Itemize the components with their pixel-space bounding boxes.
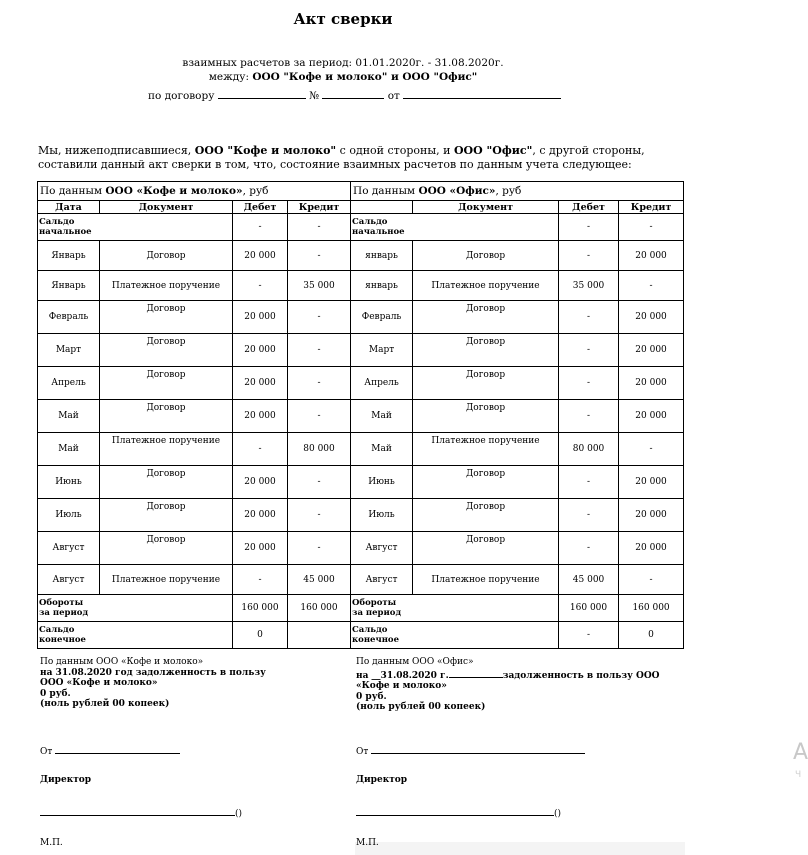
closing-label-left-text: Сальдо конечное: [39, 625, 86, 645]
row-date-left: Апрель: [38, 367, 100, 400]
row-document-right: Договор: [413, 367, 559, 400]
row-credit-left: -: [288, 400, 351, 433]
intro-party-1: ООО "Кофе и молоко": [194, 144, 337, 157]
row-debit-right: -: [559, 241, 619, 271]
row-date-right: январь: [351, 271, 413, 301]
signature-right-paren: (): [554, 809, 562, 819]
opening-label-right: [351, 214, 559, 241]
row-debit-right: -: [559, 400, 619, 433]
row-document-left: Договор: [100, 532, 233, 565]
from-left-line: [55, 744, 180, 754]
row-debit-left: -: [233, 271, 288, 301]
intro-text-3: , с другой стороны, составили данный акт сверки в том, что, состояние взаимных расчетов по данным учета следующее:: [38, 144, 645, 171]
row-date-left: Февраль: [38, 301, 100, 334]
col-credit-left: Кредит: [288, 201, 351, 214]
number-blank: [322, 88, 384, 99]
row-date-right: Апрель: [351, 367, 413, 400]
signature-left: [40, 806, 242, 819]
row-credit-left: -: [288, 466, 351, 499]
stamp-right: М.П.: [356, 838, 379, 848]
row-document-right: Договор: [413, 532, 559, 565]
turnover-credit-right: 160 000: [619, 595, 684, 622]
row-credit-left: -: [288, 499, 351, 532]
row-debit-left: 20 000: [233, 466, 288, 499]
from-left-label: От: [40, 747, 53, 757]
table-row: [38, 301, 684, 334]
right-head-prefix: По данным: [353, 185, 419, 197]
row-debit-right: -: [559, 466, 619, 499]
row-document-left: Платежное поручение: [100, 433, 233, 466]
row-date-right: январь: [351, 241, 413, 271]
row-credit-left: -: [288, 532, 351, 565]
watermark-small: Ч: [795, 770, 802, 780]
row-debit-right: -: [559, 499, 619, 532]
row-date-left: Май: [38, 433, 100, 466]
row-debit-right: -: [559, 301, 619, 334]
row-date-right: Август: [351, 532, 413, 565]
row-credit-left: -: [288, 367, 351, 400]
row-date-right: Май: [351, 433, 413, 466]
row-debit-left: 20 000: [233, 532, 288, 565]
row-document-right: Договор: [413, 400, 559, 433]
row-date-left: Январь: [38, 241, 100, 271]
from-left: [40, 744, 180, 757]
table-row: [38, 400, 684, 433]
from-right-label: От: [356, 747, 369, 757]
summary-left-line1: По данным ООО «Кофе и молоко»: [40, 657, 204, 667]
row-document-left: Договор: [100, 367, 233, 400]
row-credit-right: -: [619, 433, 684, 466]
summary-right: [356, 657, 660, 713]
row-debit-right: -: [559, 532, 619, 565]
col-date-right: [351, 201, 413, 214]
row-document-left: Платежное поручение: [100, 565, 233, 595]
left-head-party: ООО «Кофе и молоко»: [105, 185, 243, 197]
row-credit-right: 20 000: [619, 334, 684, 367]
table-row: [38, 334, 684, 367]
summary-right-line3: «Кофе и молоко»: [356, 681, 447, 691]
closing-label-right: [351, 622, 559, 649]
summary-left: [40, 657, 266, 710]
row-credit-right: 20 000: [619, 400, 684, 433]
summary-right-line2b: задолженность в пользу ООО: [502, 670, 660, 681]
row-date-right: Март: [351, 334, 413, 367]
turnover-label-left-text: Обороты за период: [39, 598, 89, 618]
row-document-right: Договор: [413, 334, 559, 367]
signature-left-paren: (): [235, 809, 243, 819]
period-line: взаимных расчетов за период: 01.01.2020г. - 31.08.2020г.: [182, 57, 504, 69]
col-debit-left: Дебет: [233, 201, 288, 214]
row-credit-right: 20 000: [619, 241, 684, 271]
row-debit-left: -: [233, 433, 288, 466]
row-date-left: Июнь: [38, 466, 100, 499]
col-credit-right: Кредит: [619, 201, 684, 214]
turnover-row: [38, 595, 684, 622]
right-side-header: [351, 182, 684, 201]
row-document-right: Договор: [413, 301, 559, 334]
turnover-label-right: [351, 595, 559, 622]
row-debit-left: 20 000: [233, 499, 288, 532]
contract-line: [148, 88, 561, 102]
row-document-left: Договор: [100, 241, 233, 271]
opening-balance-row: [38, 214, 684, 241]
row-document-right: Договор: [413, 241, 559, 271]
director-left: Директор: [40, 775, 92, 785]
closing-balance-row: [38, 622, 684, 649]
row-debit-left: 20 000: [233, 400, 288, 433]
summary-left-line5: (ноль рублей 00 копеек): [40, 699, 170, 709]
row-debit-right: 45 000: [559, 565, 619, 595]
contract-from: от: [387, 90, 400, 102]
opening-credit-right: -: [619, 214, 684, 241]
col-date-left: Дата: [38, 201, 100, 214]
opening-label-right-text: Сальдо начальное: [352, 217, 405, 237]
row-document-right: Платежное поручение: [413, 433, 559, 466]
closing-debit-right: -: [559, 622, 619, 649]
table-row: [38, 532, 684, 565]
signature-right: [356, 806, 561, 819]
table-row: [38, 499, 684, 532]
row-date-left: Май: [38, 400, 100, 433]
row-debit-left: 20 000: [233, 334, 288, 367]
row-date-right: Июль: [351, 499, 413, 532]
watermark-letter: А: [793, 740, 808, 765]
intro-text-2: с одной стороны, и: [336, 144, 454, 157]
row-debit-right: 35 000: [559, 271, 619, 301]
row-credit-left: -: [288, 334, 351, 367]
row-credit-right: 20 000: [619, 466, 684, 499]
turnover-debit-left: 160 000: [233, 595, 288, 622]
turnover-label-left: [38, 595, 233, 622]
turnover-credit-left: 160 000: [288, 595, 351, 622]
row-date-right: Август: [351, 565, 413, 595]
row-date-left: Март: [38, 334, 100, 367]
opening-label-left-text: Сальдо начальное: [39, 217, 92, 237]
row-date-left: Июль: [38, 499, 100, 532]
bottom-fade: [355, 842, 685, 855]
summary-left-line4: 0 руб.: [40, 688, 71, 699]
row-debit-right: -: [559, 334, 619, 367]
closing-credit-left: [288, 622, 351, 649]
opening-debit-right: -: [559, 214, 619, 241]
row-document-left: Договор: [100, 334, 233, 367]
row-document-left: Договор: [100, 466, 233, 499]
reconciliation-table: [37, 181, 684, 649]
summary-left-line3: ООО «Кофе и молоко»: [40, 678, 158, 688]
closing-label-right-text: Сальдо конечное: [352, 625, 399, 645]
contract-prefix: по договору: [148, 90, 215, 102]
row-date-left: Январь: [38, 271, 100, 301]
contract-no: №: [309, 90, 320, 102]
row-credit-left: -: [288, 301, 351, 334]
row-credit-right: -: [619, 271, 684, 301]
row-document-right: Договор: [413, 466, 559, 499]
opening-label-left: [38, 214, 233, 241]
row-date-right: Май: [351, 400, 413, 433]
column-header-row: [38, 201, 684, 214]
turnover-label-right-text: Обороты за период: [352, 598, 402, 618]
opening-debit-left: -: [233, 214, 288, 241]
col-debit-right: Дебет: [559, 201, 619, 214]
row-credit-left: 35 000: [288, 271, 351, 301]
table-row: [38, 271, 684, 301]
left-side-header: [38, 182, 351, 201]
summary-right-line2: [356, 668, 660, 682]
closing-debit-left: 0: [233, 622, 288, 649]
row-debit-right: 80 000: [559, 433, 619, 466]
director-right: Директор: [356, 775, 408, 785]
row-debit-left: 20 000: [233, 367, 288, 400]
opening-credit-left: -: [288, 214, 351, 241]
turnover-debit-right: 160 000: [559, 595, 619, 622]
row-document-left: Договор: [100, 400, 233, 433]
intro-paragraph: [38, 144, 688, 172]
summary-right-blank: [449, 668, 503, 678]
intro-text-1: Мы, нижеподписавшиеся,: [38, 144, 195, 157]
signature-left-line: [40, 806, 235, 816]
between-prefix: между:: [208, 71, 253, 83]
row-document-left: Договор: [100, 499, 233, 532]
row-credit-right: 20 000: [619, 532, 684, 565]
table-row: [38, 466, 684, 499]
table-row: [38, 367, 684, 400]
row-document-right: Платежное поручение: [413, 565, 559, 595]
row-debit-left: 20 000: [233, 241, 288, 271]
summary-right-line2a: на __31.08.2020 г.: [356, 670, 449, 681]
row-credit-right: 20 000: [619, 301, 684, 334]
table-row: [38, 433, 684, 466]
parties-line: [0, 70, 686, 84]
right-head-party: ООО «Офис»: [418, 185, 496, 197]
table-row: [38, 241, 684, 271]
row-date-right: Февраль: [351, 301, 413, 334]
col-doc-right: Документ: [413, 201, 559, 214]
summary-right-line5: (ноль рублей 00 копеек): [356, 702, 486, 712]
row-credit-right: -: [619, 565, 684, 595]
left-head-prefix: По данным: [40, 185, 106, 197]
row-date-left: Август: [38, 565, 100, 595]
document-title: Акт сверки: [293, 10, 393, 28]
row-debit-right: -: [559, 367, 619, 400]
from-right-line: [371, 744, 585, 754]
row-credit-left: -: [288, 241, 351, 271]
col-doc-left: Документ: [100, 201, 233, 214]
row-document-right: Платежное поручение: [413, 271, 559, 301]
row-document-right: Договор: [413, 499, 559, 532]
row-date-left: Август: [38, 532, 100, 565]
intro-party-2: ООО "Офис": [453, 144, 533, 157]
summary-left-line2: на 31.08.2020 год задолженность в пользу: [40, 667, 266, 678]
summary-right-line1: По данным ООО «Офис»: [356, 657, 474, 667]
row-document-left: Платежное поручение: [100, 271, 233, 301]
row-credit-right: 20 000: [619, 367, 684, 400]
date-blank: [403, 88, 561, 99]
stamp-left: М.П.: [40, 838, 63, 848]
closing-credit-right: 0: [619, 622, 684, 649]
signature-right-line: [356, 806, 554, 816]
right-head-suffix: , руб: [495, 185, 522, 197]
left-head-suffix: , руб: [242, 185, 269, 197]
from-right: [356, 744, 585, 757]
row-debit-left: 20 000: [233, 301, 288, 334]
summary-right-line4: 0 руб.: [356, 691, 387, 702]
between-parties: ООО "Кофе и молоко" и ООО "Офис": [252, 71, 478, 83]
table-row: [38, 565, 684, 595]
row-debit-left: -: [233, 565, 288, 595]
row-credit-right: 20 000: [619, 499, 684, 532]
contract-blank: [218, 88, 306, 99]
closing-label-left: [38, 622, 233, 649]
row-document-left: Договор: [100, 301, 233, 334]
row-date-right: Июнь: [351, 466, 413, 499]
row-credit-left: 45 000: [288, 565, 351, 595]
row-credit-left: 80 000: [288, 433, 351, 466]
